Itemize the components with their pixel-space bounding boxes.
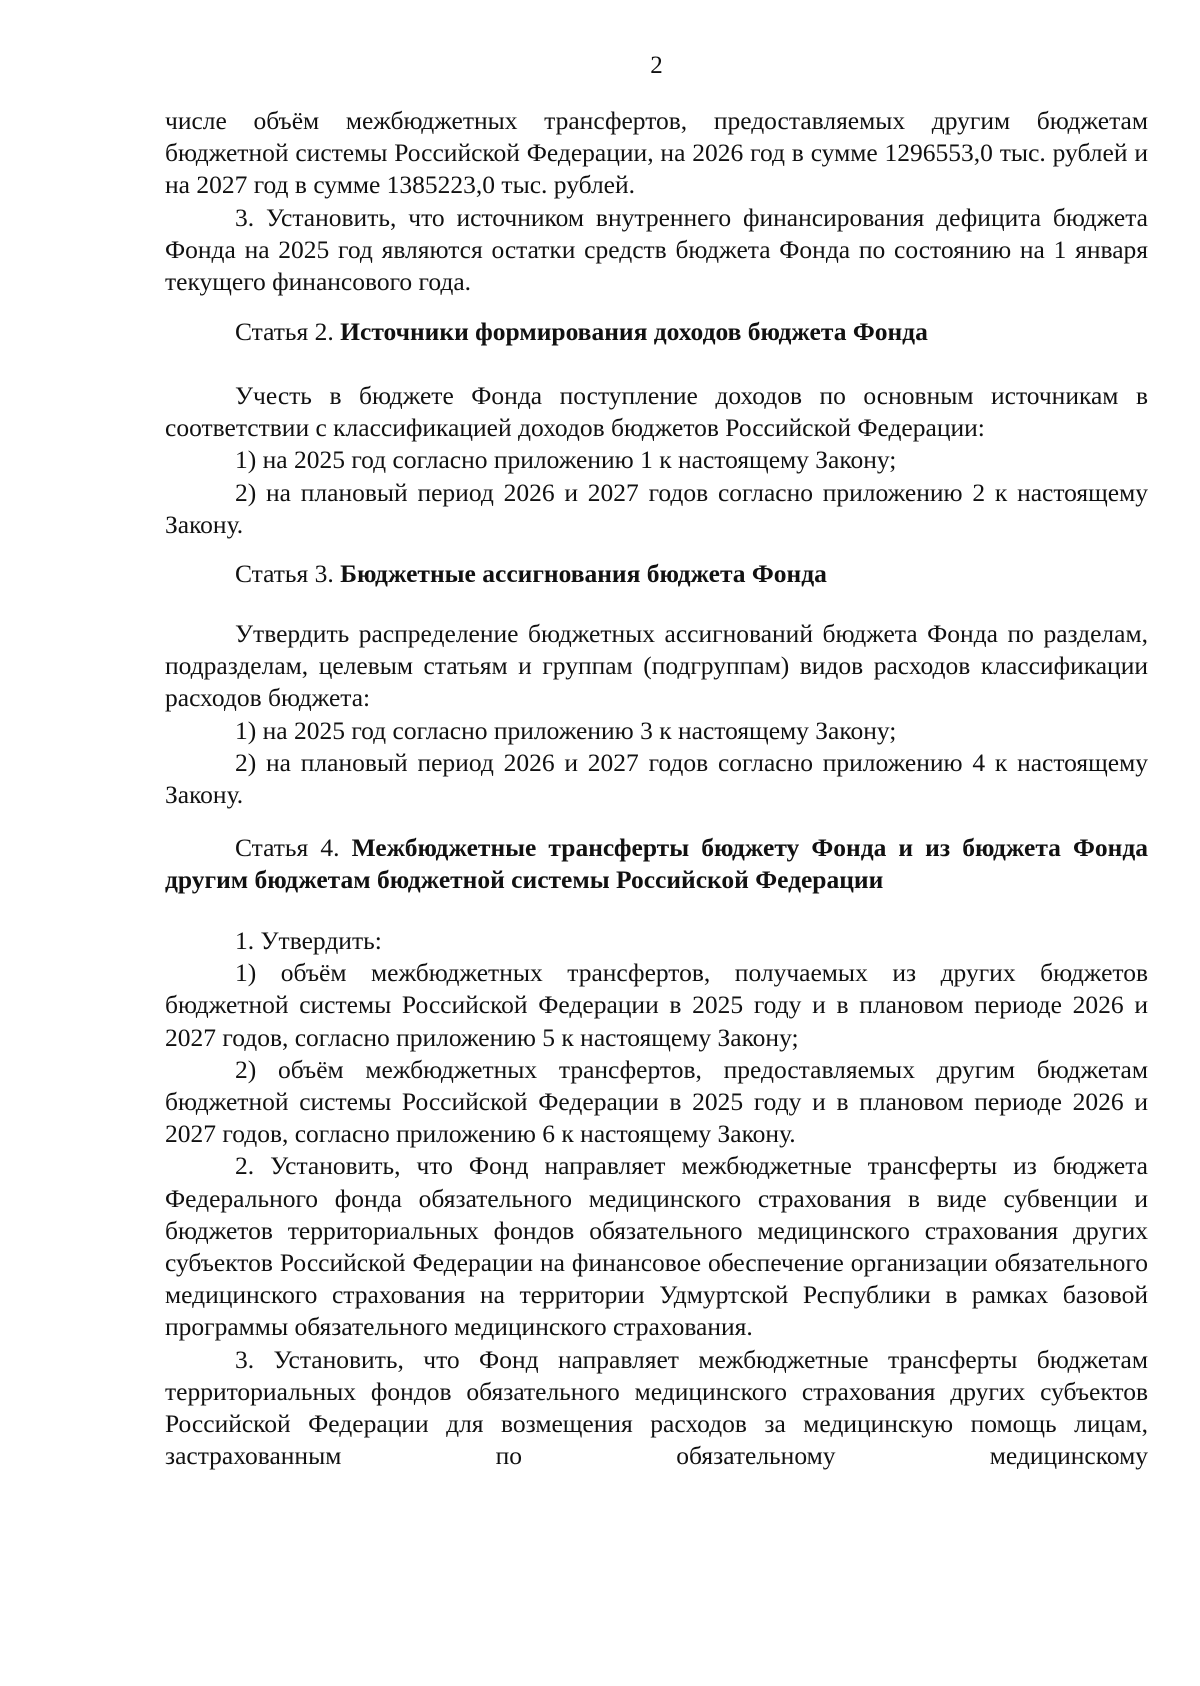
article-2-heading <box>165 316 1148 348</box>
article-title: Межбюджетные трансферты бюджету Фонда и из бюджета Фонда другим бюджетам бюджетной системы Российской Федерации <box>165 833 1148 895</box>
page-number: 2 <box>650 52 663 79</box>
paragraph: Учесть в бюджете Фонда поступление доходов по основным источникам в соответствии с классификацией доходов бюджетов Российской Федерации: <box>165 381 1148 443</box>
paragraph: числе объём межбюджетных трансфертов, предоставляемых другим бюджетам бюджетной системы Российской Федерации, на 2026 год в сумме 1296553,0 тыс. рублей и на 2027 год в сумме 1385223,0 тыс. рублей. <box>165 106 1148 200</box>
article-label: Статья 4. <box>235 833 340 862</box>
article-title: Источники формирования доходов бюджета Фонда <box>340 317 928 346</box>
list-item: 1) объём межбюджетных трансфертов, получаемых из других бюджетов бюджетной системы Российской Федерации в 2025 году и в плановом периоде 2026 и 2027 годов, согласно приложению 5 к настоящему Закону; <box>165 958 1148 1052</box>
intro-section <box>165 105 1148 298</box>
article-4-body <box>165 925 1148 1472</box>
paragraph: Утвердить распределение бюджетных ассигнований бюджета Фонда по разделам, подразделам, целевым статьям и группам (подгруппам) видов расходов классификации расходов бюджета: <box>165 619 1148 713</box>
article-label: Статья 2. <box>235 317 334 346</box>
article-2-body <box>165 380 1148 541</box>
paragraph: 1. Утвердить: <box>235 926 382 955</box>
paragraph: 2. Установить, что Фонд направляет межбюджетные трансферты из бюджета Федерального фонда обязательного медицинского страхования в виде субвенции и бюджетов территориальных фондов обязательного медицинского страхования других субъектов Российской Федерации на финансовое обеспечение организации обязательного медицинского страхования на территории Удмуртской Республики в рамках базовой программы обязательного медицинского страхования. <box>165 1151 1148 1342</box>
paragraph: 3. Установить, что Фонд направляет межбюджетные трансферты бюджетам территориальных фондов обязательного медицинского страхования других субъектов Российской Федерации для возмещения расходов за медицинскую помощь лицам, застрахованным по обязательному медицинскому <box>165 1344 1148 1471</box>
list-item: 2) на плановый период 2026 и 2027 годов согласно приложению 4 к настоящему Закону. <box>165 747 1148 810</box>
list-item: 2) на плановый период 2026 и 2027 годов согласно приложению 2 к настоящему Закону. <box>165 477 1148 539</box>
article-3-body <box>165 618 1148 811</box>
paragraph: 3. Установить, что источником внутреннего финансирования дефицита бюджета Фонда на 2025 год являются остатки средств бюджета Фонда по состоянию на 1 января текущего финансового года. <box>165 202 1148 297</box>
article-3-heading <box>165 558 1148 590</box>
article-4-heading <box>165 832 1148 896</box>
article-title: Бюджетные ассигнования бюджета Фонда <box>340 559 827 588</box>
list-item: 1) на 2025 год согласно приложению 1 к настоящему Закону; <box>235 445 897 475</box>
list-item: 2) объём межбюджетных трансфертов, предоставляемых другим бюджетам бюджетной системы Российской Федерации в 2025 году и в плановом периоде 2026 и 2027 годов, согласно приложению 6 к настоящему Закону. <box>165 1054 1148 1149</box>
article-label: Статья 3. <box>235 559 334 588</box>
list-item: 1) на 2025 год согласно приложению 3 к настоящему Закону; <box>235 715 897 745</box>
